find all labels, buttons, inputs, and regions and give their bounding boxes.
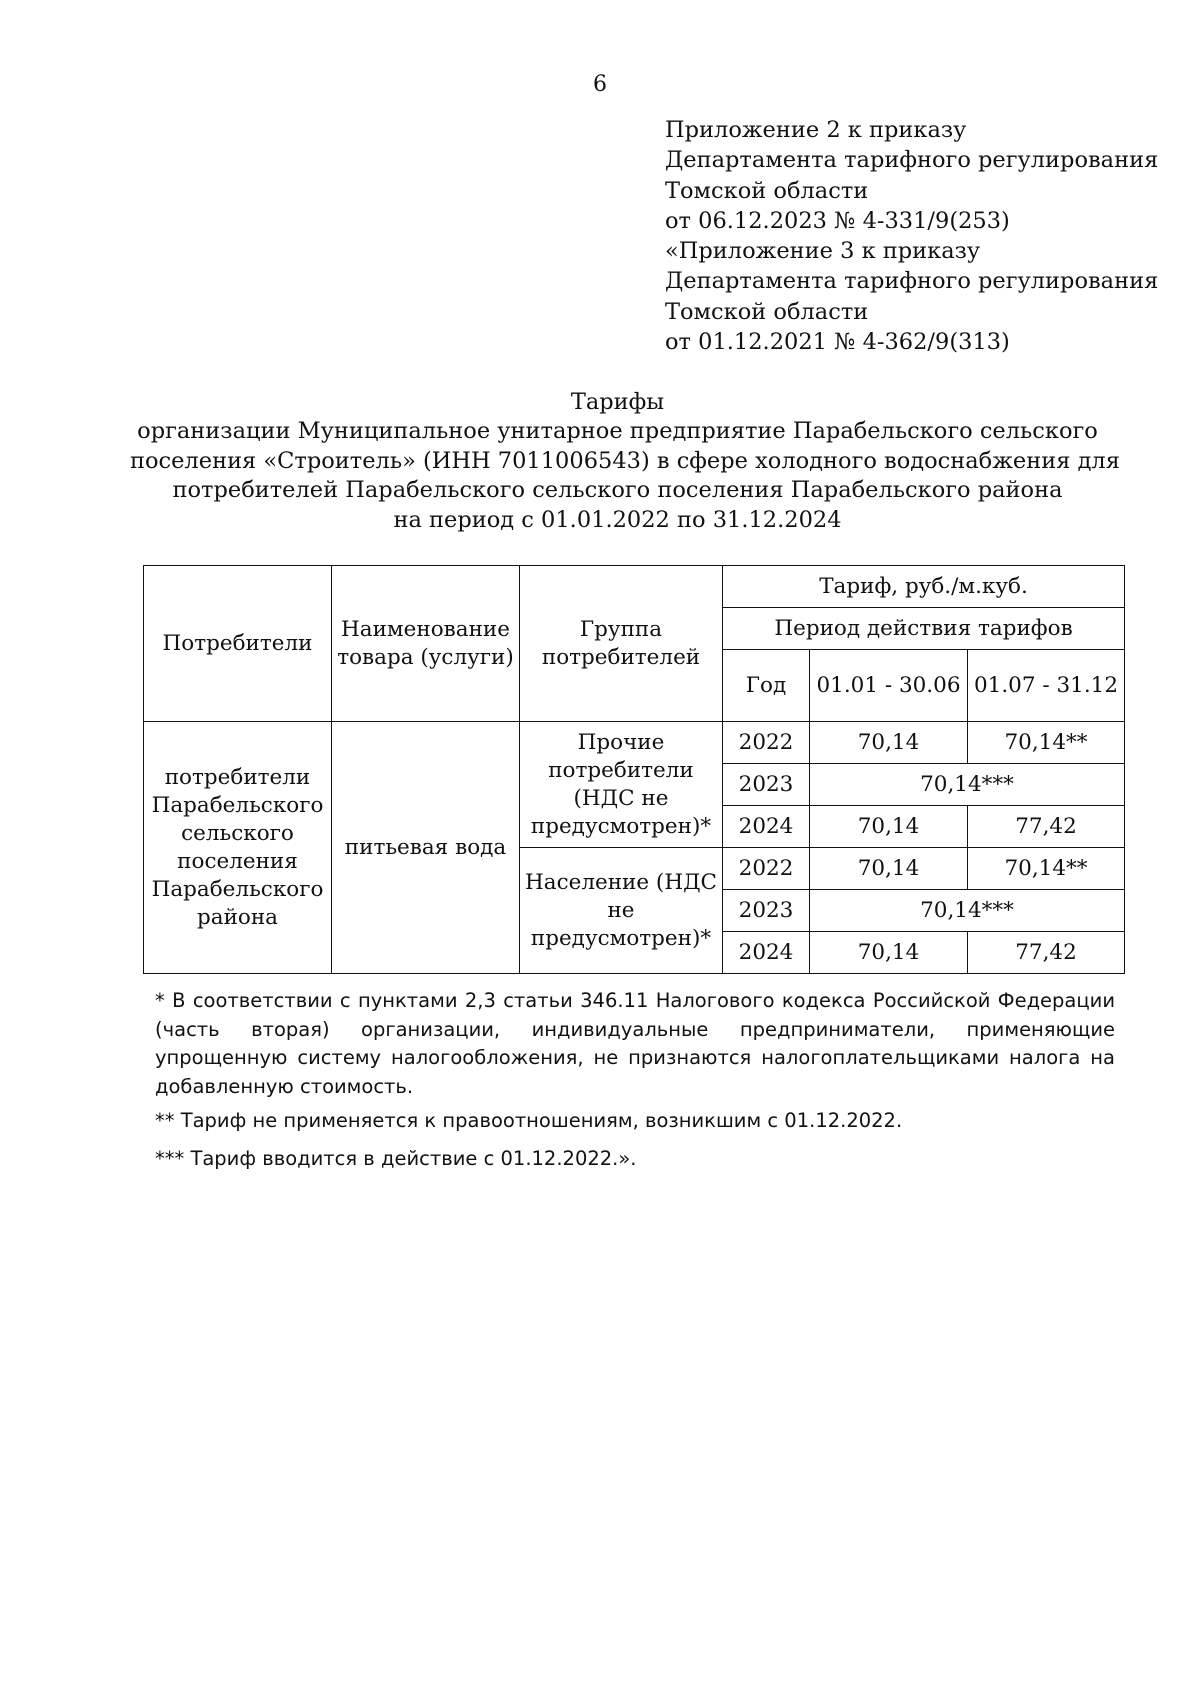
tariff-cell: 70,14 — [810, 848, 968, 890]
title-line: на период с 01.01.2022 по 31.12.2024 — [393, 506, 842, 533]
product-cell: питьевая вода — [332, 722, 520, 974]
tariff-cell: 70,14 — [810, 722, 968, 764]
appendix-line: Департамента тарифного регулирования — [665, 268, 1159, 295]
consumer-cell: потребители Парабельского сельского поселения Парабельского района — [144, 722, 332, 974]
document-title — [130, 388, 1120, 535]
year-cell: 2023 — [723, 890, 810, 932]
header-product-name: Наименование товара (услуги) — [332, 566, 520, 722]
header-year: Год — [723, 650, 810, 722]
year-cell: 2024 — [723, 806, 810, 848]
year-cell: 2022 — [723, 848, 810, 890]
tariff-table — [143, 565, 1125, 974]
appendix-line: Томской области — [665, 298, 869, 325]
tariff-cell-merged: 70,14*** — [810, 764, 1125, 806]
tariff-cell: 70,14** — [968, 848, 1125, 890]
footnote-effective: *** Тариф вводится в действие с 01.12.2022.». — [155, 1146, 637, 1170]
tariff-cell: 70,14 — [810, 932, 968, 974]
title-line: поселения «Строитель» (ИНН 7011006543) в сфере холодного водоснабжения для — [130, 447, 1120, 474]
year-cell: 2022 — [723, 722, 810, 764]
appendix-line: Томской области — [665, 177, 869, 204]
appendix-line: «Приложение 3 к приказу — [665, 238, 981, 265]
appendix-line: Департамента тарифного регулирования — [665, 147, 1159, 174]
table-row — [144, 722, 1125, 764]
tariff-cell: 77,42 — [968, 932, 1125, 974]
page-number: 6 — [593, 72, 607, 97]
footnotes — [155, 987, 1115, 1173]
tariff-cell: 77,42 — [968, 806, 1125, 848]
appendix-line: Приложение 2 к приказу — [665, 117, 967, 143]
group-cell: Население (НДС не предусмотрен)* — [520, 848, 723, 974]
appendix-line: от 01.12.2021 № 4-362/9(313) — [665, 329, 1010, 356]
footnote-not-applied: ** Тариф не применяется к правоотношениям, возникшим с 01.12.2022. — [155, 1109, 903, 1132]
appendix-line: от 06.12.2023 № 4-331/9(253) — [665, 207, 1010, 234]
year-cell: 2023 — [723, 764, 810, 806]
year-cell: 2024 — [723, 932, 810, 974]
title-heading: Тарифы — [570, 389, 665, 415]
footnote-vat: * В соответствии с пунктами 2,3 статьи 346.11 Налогового кодекса Российской Федерации (часть вторая) организации, индивидуальные предприниматели, применяющие упрощенную систему налогообложения, не признаются налогоплательщиками налога на добавленную стоимость. — [155, 989, 1115, 1098]
title-line: потребителей Парабельского сельского поселения Парабельского района — [172, 477, 1063, 504]
tariff-cell: 70,14** — [968, 722, 1125, 764]
tariff-cell-merged: 70,14*** — [810, 890, 1125, 932]
tariff-cell: 70,14 — [810, 806, 968, 848]
appendix-reference — [665, 115, 1158, 357]
header-consumers: Потребители — [144, 566, 332, 722]
group-cell: Прочие потребители (НДС не предусмотрен)* — [520, 722, 723, 848]
header-consumer-group: Группа потребителей — [520, 566, 723, 722]
header-tariff: Тариф, руб./м.куб. — [723, 566, 1125, 608]
header-period: Период действия тарифов — [723, 608, 1125, 650]
title-line: организации Муниципальное унитарное предприятие Парабельского сельского — [137, 418, 1098, 445]
header-second-half: 01.07 - 31.12 — [968, 650, 1125, 722]
header-first-half: 01.01 - 30.06 — [810, 650, 968, 722]
